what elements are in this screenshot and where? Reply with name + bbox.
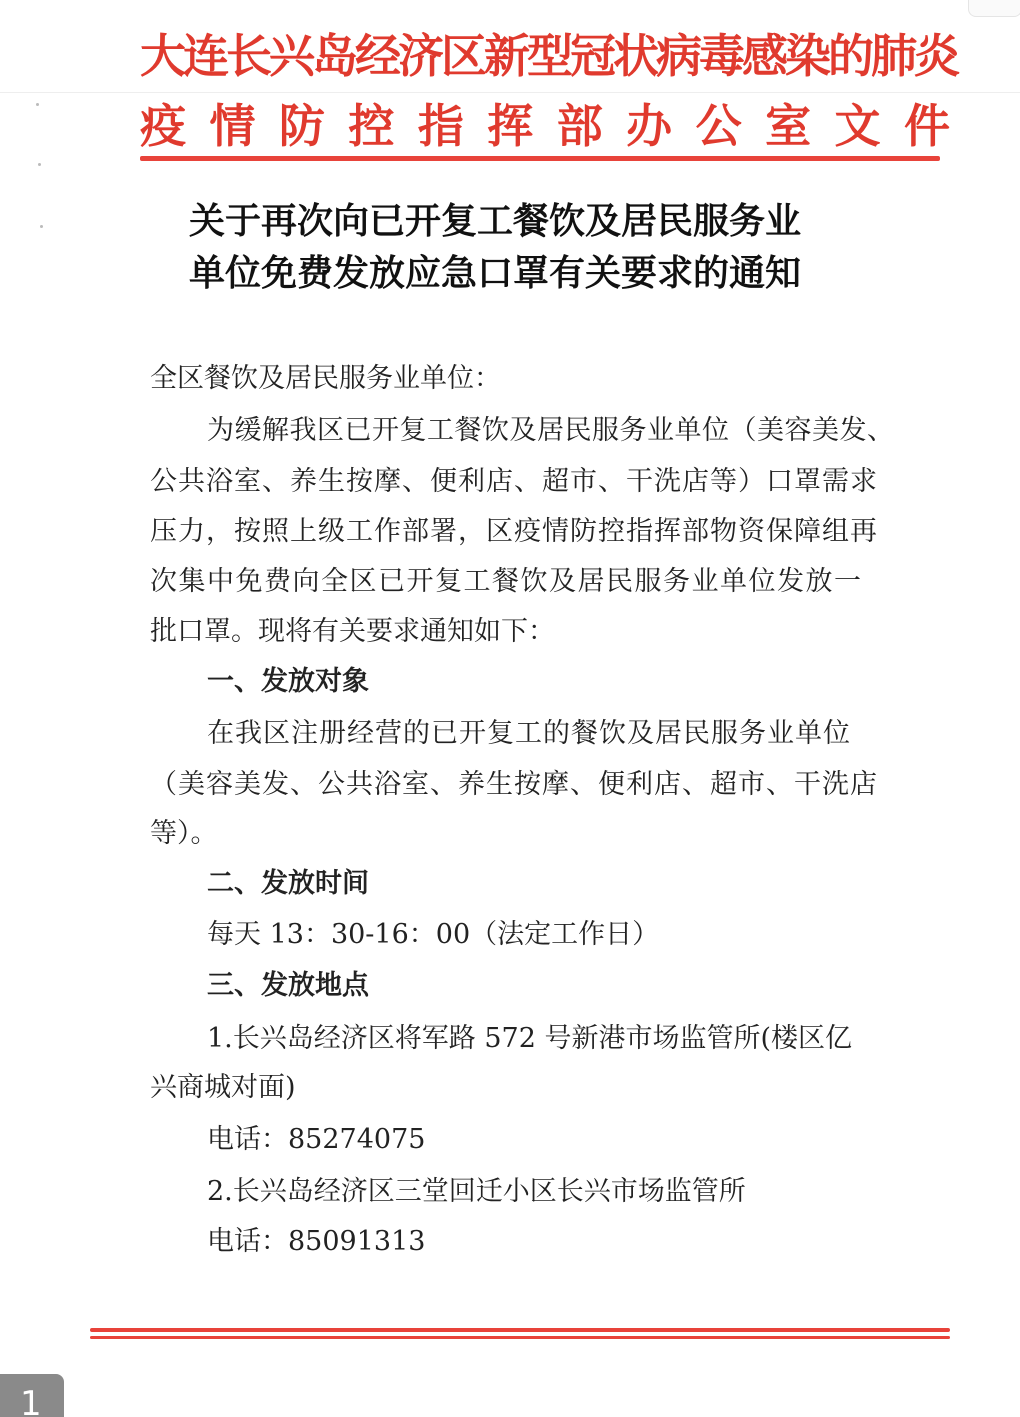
notice-title-line-1: 关于再次向已开复工餐饮及居民服务业 [188,200,801,242]
paragraph-line: 公共浴室、养生按摩、便利店、超市、干洗店等）口罩需求 [150,466,878,497]
issuer-header-line-2: 疫情防控指挥部办公室文件 [140,99,950,153]
section-text-line: 在我区注册经营的已开复工的餐饮及居民服务业单位 [207,718,851,749]
page-indicator[interactable]: 1 [0,1374,64,1417]
scan-artifact-line [0,92,1020,93]
section-text-line: （美容美发、公共浴室、养生按摩、便利店、超市、干洗店 [150,769,878,800]
location-1-line: 1.长兴岛经济区将军路 572 号新港市场监管所(楼区亿 [207,1023,852,1054]
location-2-line: 2.长兴岛经济区三堂回迁小区长兴市场监管所 [207,1176,746,1207]
section-heading-time: 二、发放时间 [207,868,369,899]
header-red-rule [140,156,940,161]
notice-title-line-2: 单位免费发放应急口罩有关要求的通知 [188,252,801,294]
location-2-phone: 电话：85091313 [207,1226,426,1257]
salutation: 全区餐饮及居民服务业单位： [150,363,501,394]
corner-tab [968,0,1020,17]
footer-red-rule [90,1336,950,1339]
scan-speck [36,103,39,106]
section-text-time: 每天 13：30-16：00（法定工作日） [207,919,660,950]
paragraph-line: 压力，按照上级工作部署，区疫情防控指挥部物资保障组再 [150,516,878,547]
section-heading-target: 一、发放对象 [207,666,369,697]
paragraph-line: 为缓解我区已开复工餐饮及居民服务业单位（美容美发、 [207,415,895,446]
issuer-header-line-1: 大连长兴岛经济区新型冠状病毒感染的肺炎 [140,29,957,83]
footer-red-rule [90,1328,950,1332]
paragraph-line: 次集中免费向全区已开复工餐饮及居民服务业单位发放一 [150,566,863,597]
section-heading-location: 三、发放地点 [207,970,369,1001]
scan-speck [38,163,41,166]
location-1-phone: 电话：85274075 [207,1124,426,1155]
paragraph-line: 批口罩。现将有关要求通知如下： [150,616,555,647]
location-1-line: 兴商城对面) [150,1072,296,1103]
section-text-line: 等）。 [150,818,218,849]
